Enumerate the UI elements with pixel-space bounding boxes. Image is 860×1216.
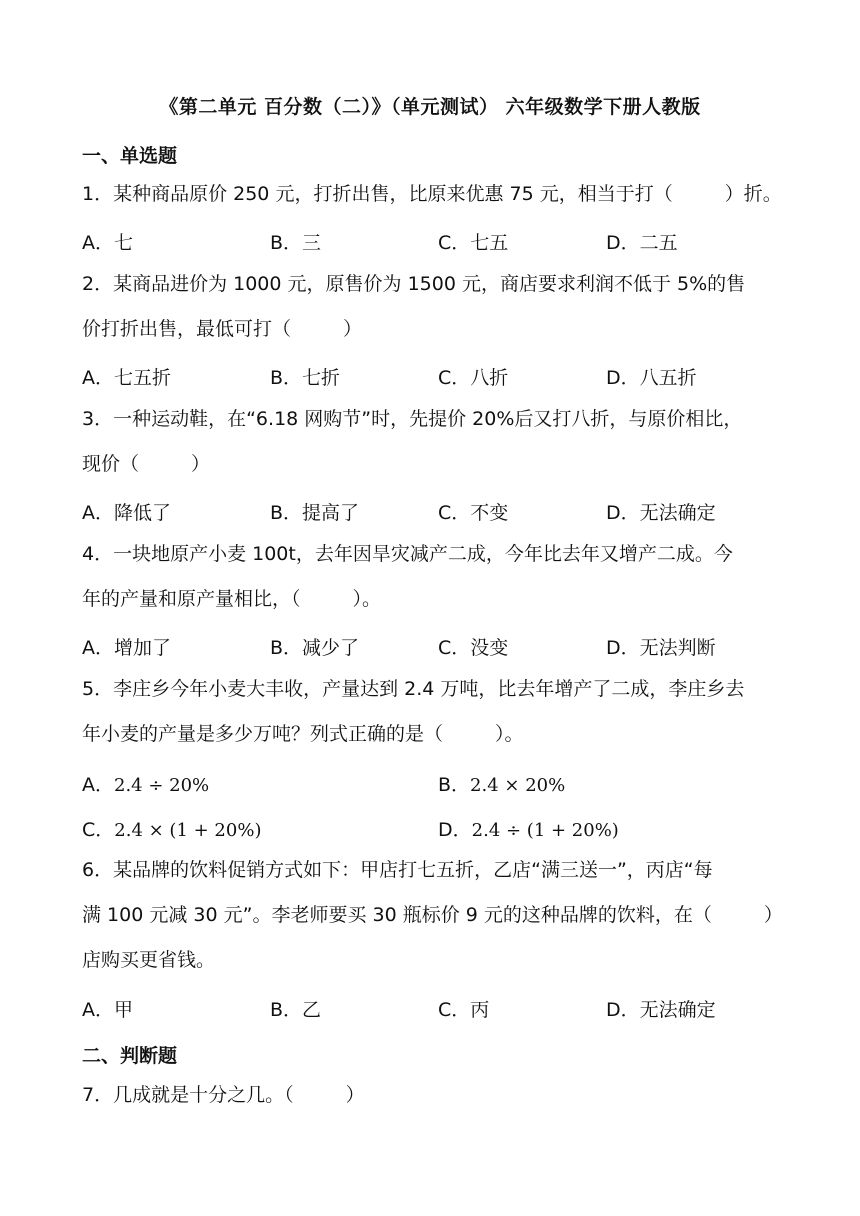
question-text: 几成就是十分之几。（ xyxy=(113,1084,294,1106)
section-heading-single-choice: 一、单选题 xyxy=(82,145,178,167)
question-6-options xyxy=(82,995,787,1035)
question-text: 年小麦的产量是多少万吨？列式正确的是（ xyxy=(82,723,444,745)
question-text: ） xyxy=(343,318,363,340)
question-text: ） xyxy=(191,453,211,475)
option-d: D．无法确定 xyxy=(606,999,716,1021)
question-text: 价打折出售，最低可打（ xyxy=(82,318,292,340)
option-formula: 2.4 ÷ (1 + 20%) xyxy=(471,820,619,841)
question-text: ）折。 xyxy=(724,183,782,205)
option-d xyxy=(438,815,619,842)
question-5 xyxy=(82,667,787,757)
question-5-options-row-1 xyxy=(82,770,787,810)
section-heading-true-false: 二、判断题 xyxy=(82,1045,178,1067)
question-number: 6． xyxy=(82,859,114,881)
option-c: C．丙 xyxy=(438,999,490,1021)
question-text: 某商品进价为 1000 元，原售价为 1500 元，商店要求利润不低于 5%的售 xyxy=(113,273,746,295)
option-formula: 2.4 × (1 + 20%) xyxy=(114,820,262,841)
option-b: B．乙 xyxy=(270,999,322,1021)
question-text: ）。 xyxy=(495,723,524,745)
option-a: A．七五折 xyxy=(82,367,171,389)
option-a: A．增加了 xyxy=(82,637,171,659)
question-text: 店购买更省钱。 xyxy=(82,949,216,971)
question-number: 1． xyxy=(82,183,114,205)
question-number: 3． xyxy=(82,408,114,430)
option-label: A． xyxy=(82,774,114,796)
question-text: 李庄乡今年小麦大丰收，产量达到 2.4 万吨，比去年增产了二成，李庄乡去 xyxy=(113,678,745,700)
question-number: 2． xyxy=(82,273,114,295)
option-a: A．甲 xyxy=(82,999,133,1021)
question-text: ） xyxy=(345,1084,365,1106)
option-label: B． xyxy=(438,774,471,796)
question-text: 一种运动鞋，在“6.18 网购节”时，先提价 20%后又打八折，与原价相比， xyxy=(113,408,743,430)
option-b: B．三 xyxy=(270,232,322,254)
question-number: 4． xyxy=(82,543,114,565)
option-label: D． xyxy=(438,819,472,841)
option-formula: 2.4 × 20% xyxy=(470,775,566,796)
option-c: C．不变 xyxy=(438,502,509,524)
option-d: D．二五 xyxy=(606,232,678,254)
option-formula: 2.4 ÷ 20% xyxy=(114,775,210,796)
option-c: C．七五 xyxy=(438,232,509,254)
question-text: 满 100 元减 30 元”。李老师要买 30 瓶标价 9 元的这种品牌的饮料，在（ xyxy=(82,904,712,926)
question-text: 某种商品原价 250 元，打折出售，比原来优惠 75 元，相当于打（ xyxy=(113,183,673,205)
question-4 xyxy=(82,532,787,622)
question-text: ） xyxy=(763,904,783,926)
option-d: D．无法确定 xyxy=(606,502,716,524)
question-3 xyxy=(82,397,787,487)
option-b: B．减少了 xyxy=(270,637,360,659)
option-c xyxy=(82,815,261,842)
option-d: D．无法判断 xyxy=(606,637,716,659)
question-text: 现价（ xyxy=(82,453,140,475)
option-d: D．八五折 xyxy=(606,367,697,389)
option-b: B．七折 xyxy=(270,367,341,389)
question-text: 一块地原产小麦 100t，去年因旱灾减产二成，今年比去年又增产二成。今 xyxy=(113,543,733,565)
question-number: 7． xyxy=(82,1084,114,1106)
option-c: C．八折 xyxy=(438,367,509,389)
question-text: ）。 xyxy=(352,588,382,610)
option-c: C．没变 xyxy=(438,637,509,659)
question-1 xyxy=(82,172,787,217)
option-label: C． xyxy=(82,819,115,841)
question-2 xyxy=(82,262,787,352)
question-number: 5． xyxy=(82,678,114,700)
question-7 xyxy=(82,1073,787,1118)
question-text: 某品牌的饮料促销方式如下：甲店打七五折，乙店“满三送一”，丙店“每 xyxy=(113,859,713,881)
option-a: A．降低了 xyxy=(82,502,171,524)
option-a xyxy=(82,770,209,797)
option-a: A．七 xyxy=(82,232,133,254)
question-text: 年的产量和原产量相比，（ xyxy=(82,588,301,610)
option-b xyxy=(438,770,565,797)
option-b: B．提高了 xyxy=(270,502,360,524)
page-title: 《第二单元 百分数（二）》（单元测试） 六年级数学下册人教版 xyxy=(159,96,701,118)
question-6 xyxy=(82,848,787,983)
